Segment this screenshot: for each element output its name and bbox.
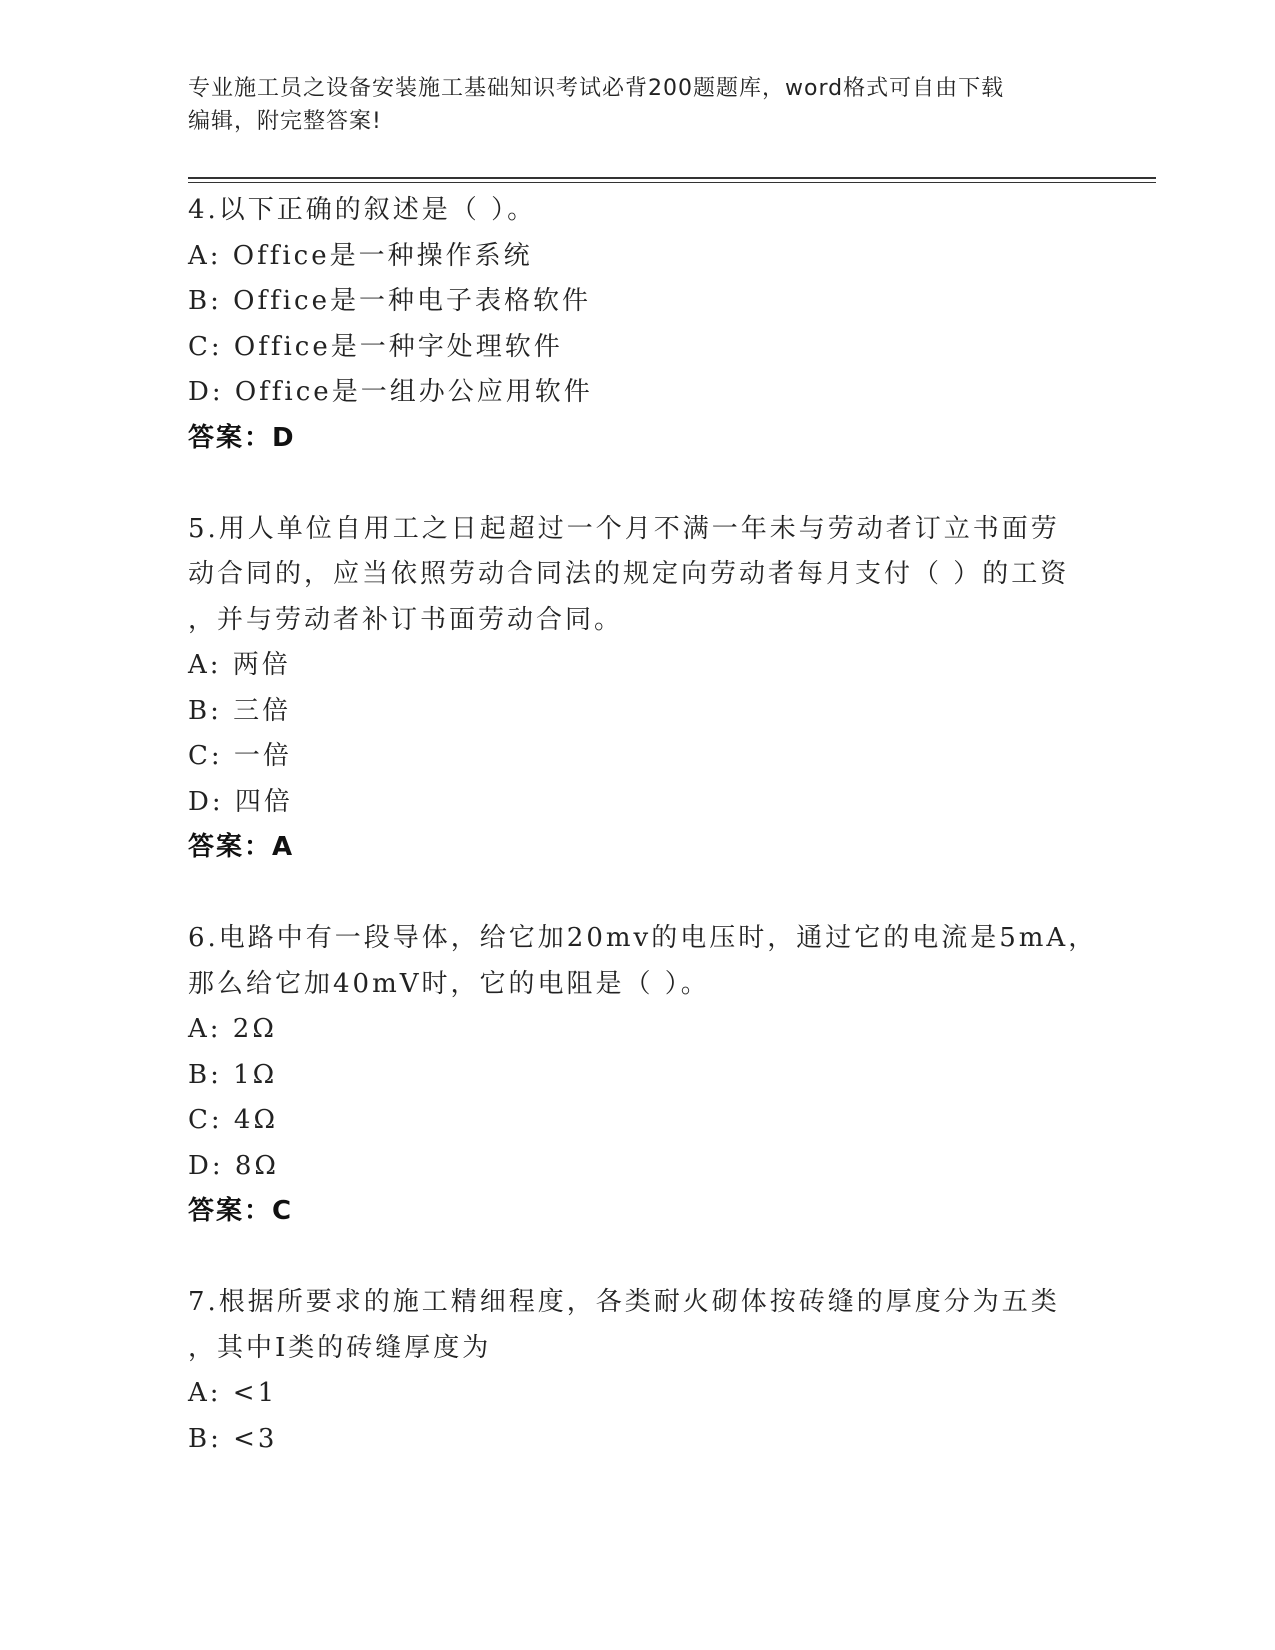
answer: 答案：C bbox=[188, 1196, 294, 1226]
question-text-line: 4.以下正确的叙述是（ ）。 bbox=[188, 195, 537, 225]
option-d: D: 8Ω bbox=[188, 1150, 279, 1181]
question-7 bbox=[188, 1280, 1088, 1462]
question-text-line: 5.用人单位自用工之日起超过一个月不满一年未与劳动者订立书面劳 bbox=[188, 513, 1060, 544]
question-5 bbox=[188, 507, 1088, 871]
question-6 bbox=[188, 916, 1098, 1235]
question-text-line: ，并与劳动者补订书面劳动合同。 bbox=[188, 604, 624, 635]
option-b: B: <3 bbox=[188, 1423, 278, 1454]
document-header bbox=[188, 72, 1088, 138]
header-divider-thick bbox=[188, 177, 1156, 179]
option-c: C: 一倍 bbox=[188, 741, 292, 771]
question-text-line: 6.电路中有一段导体，给它加20mv的电压时，通过它的电流是5mA， bbox=[188, 923, 1098, 953]
option-a: A: <1 bbox=[188, 1378, 278, 1408]
option-b: B: 三倍 bbox=[188, 695, 292, 726]
option-c: C: Office是一种字处理软件 bbox=[188, 331, 563, 362]
question-text-line: 动合同的，应当依照劳动合同法的规定向劳动者每月支付（ ）的工资 bbox=[188, 559, 1070, 589]
question-spacer bbox=[188, 871, 1088, 917]
option-a: A: 2Ω bbox=[188, 1014, 277, 1044]
option-d: D: Office是一组办公应用软件 bbox=[188, 377, 593, 407]
option-a: A: Office是一种操作系统 bbox=[188, 240, 533, 271]
question-list bbox=[188, 188, 1098, 1462]
answer: 答案：D bbox=[188, 422, 296, 453]
header-line-2: 编辑，附完整答案! bbox=[188, 109, 382, 134]
question-text-line: ，其中Ⅰ类的砖缝厚度为 bbox=[188, 1332, 492, 1363]
option-b: B: Office是一种电子表格软件 bbox=[188, 286, 591, 316]
question-spacer bbox=[188, 461, 1088, 507]
question-spacer bbox=[188, 1235, 1088, 1281]
option-d: D: 四倍 bbox=[188, 786, 293, 817]
answer: 答案：A bbox=[188, 832, 295, 862]
header-line-1: 专业施工员之设备安装施工基础知识考试必背200题题库，word格式可自由下载 bbox=[188, 76, 1005, 101]
header-divider-thin bbox=[188, 182, 1156, 183]
option-b: B: 1Ω bbox=[188, 1059, 278, 1090]
option-c: C: 4Ω bbox=[188, 1105, 279, 1135]
question-text-line: 那么给它加40mV时，它的电阻是（ ）。 bbox=[188, 968, 710, 999]
option-a: A: 两倍 bbox=[188, 650, 291, 680]
question-text-line: 7.根据所要求的施工精细程度，各类耐火砌体按砖缝的厚度分为五类 bbox=[188, 1287, 1060, 1317]
question-4 bbox=[188, 188, 1088, 461]
